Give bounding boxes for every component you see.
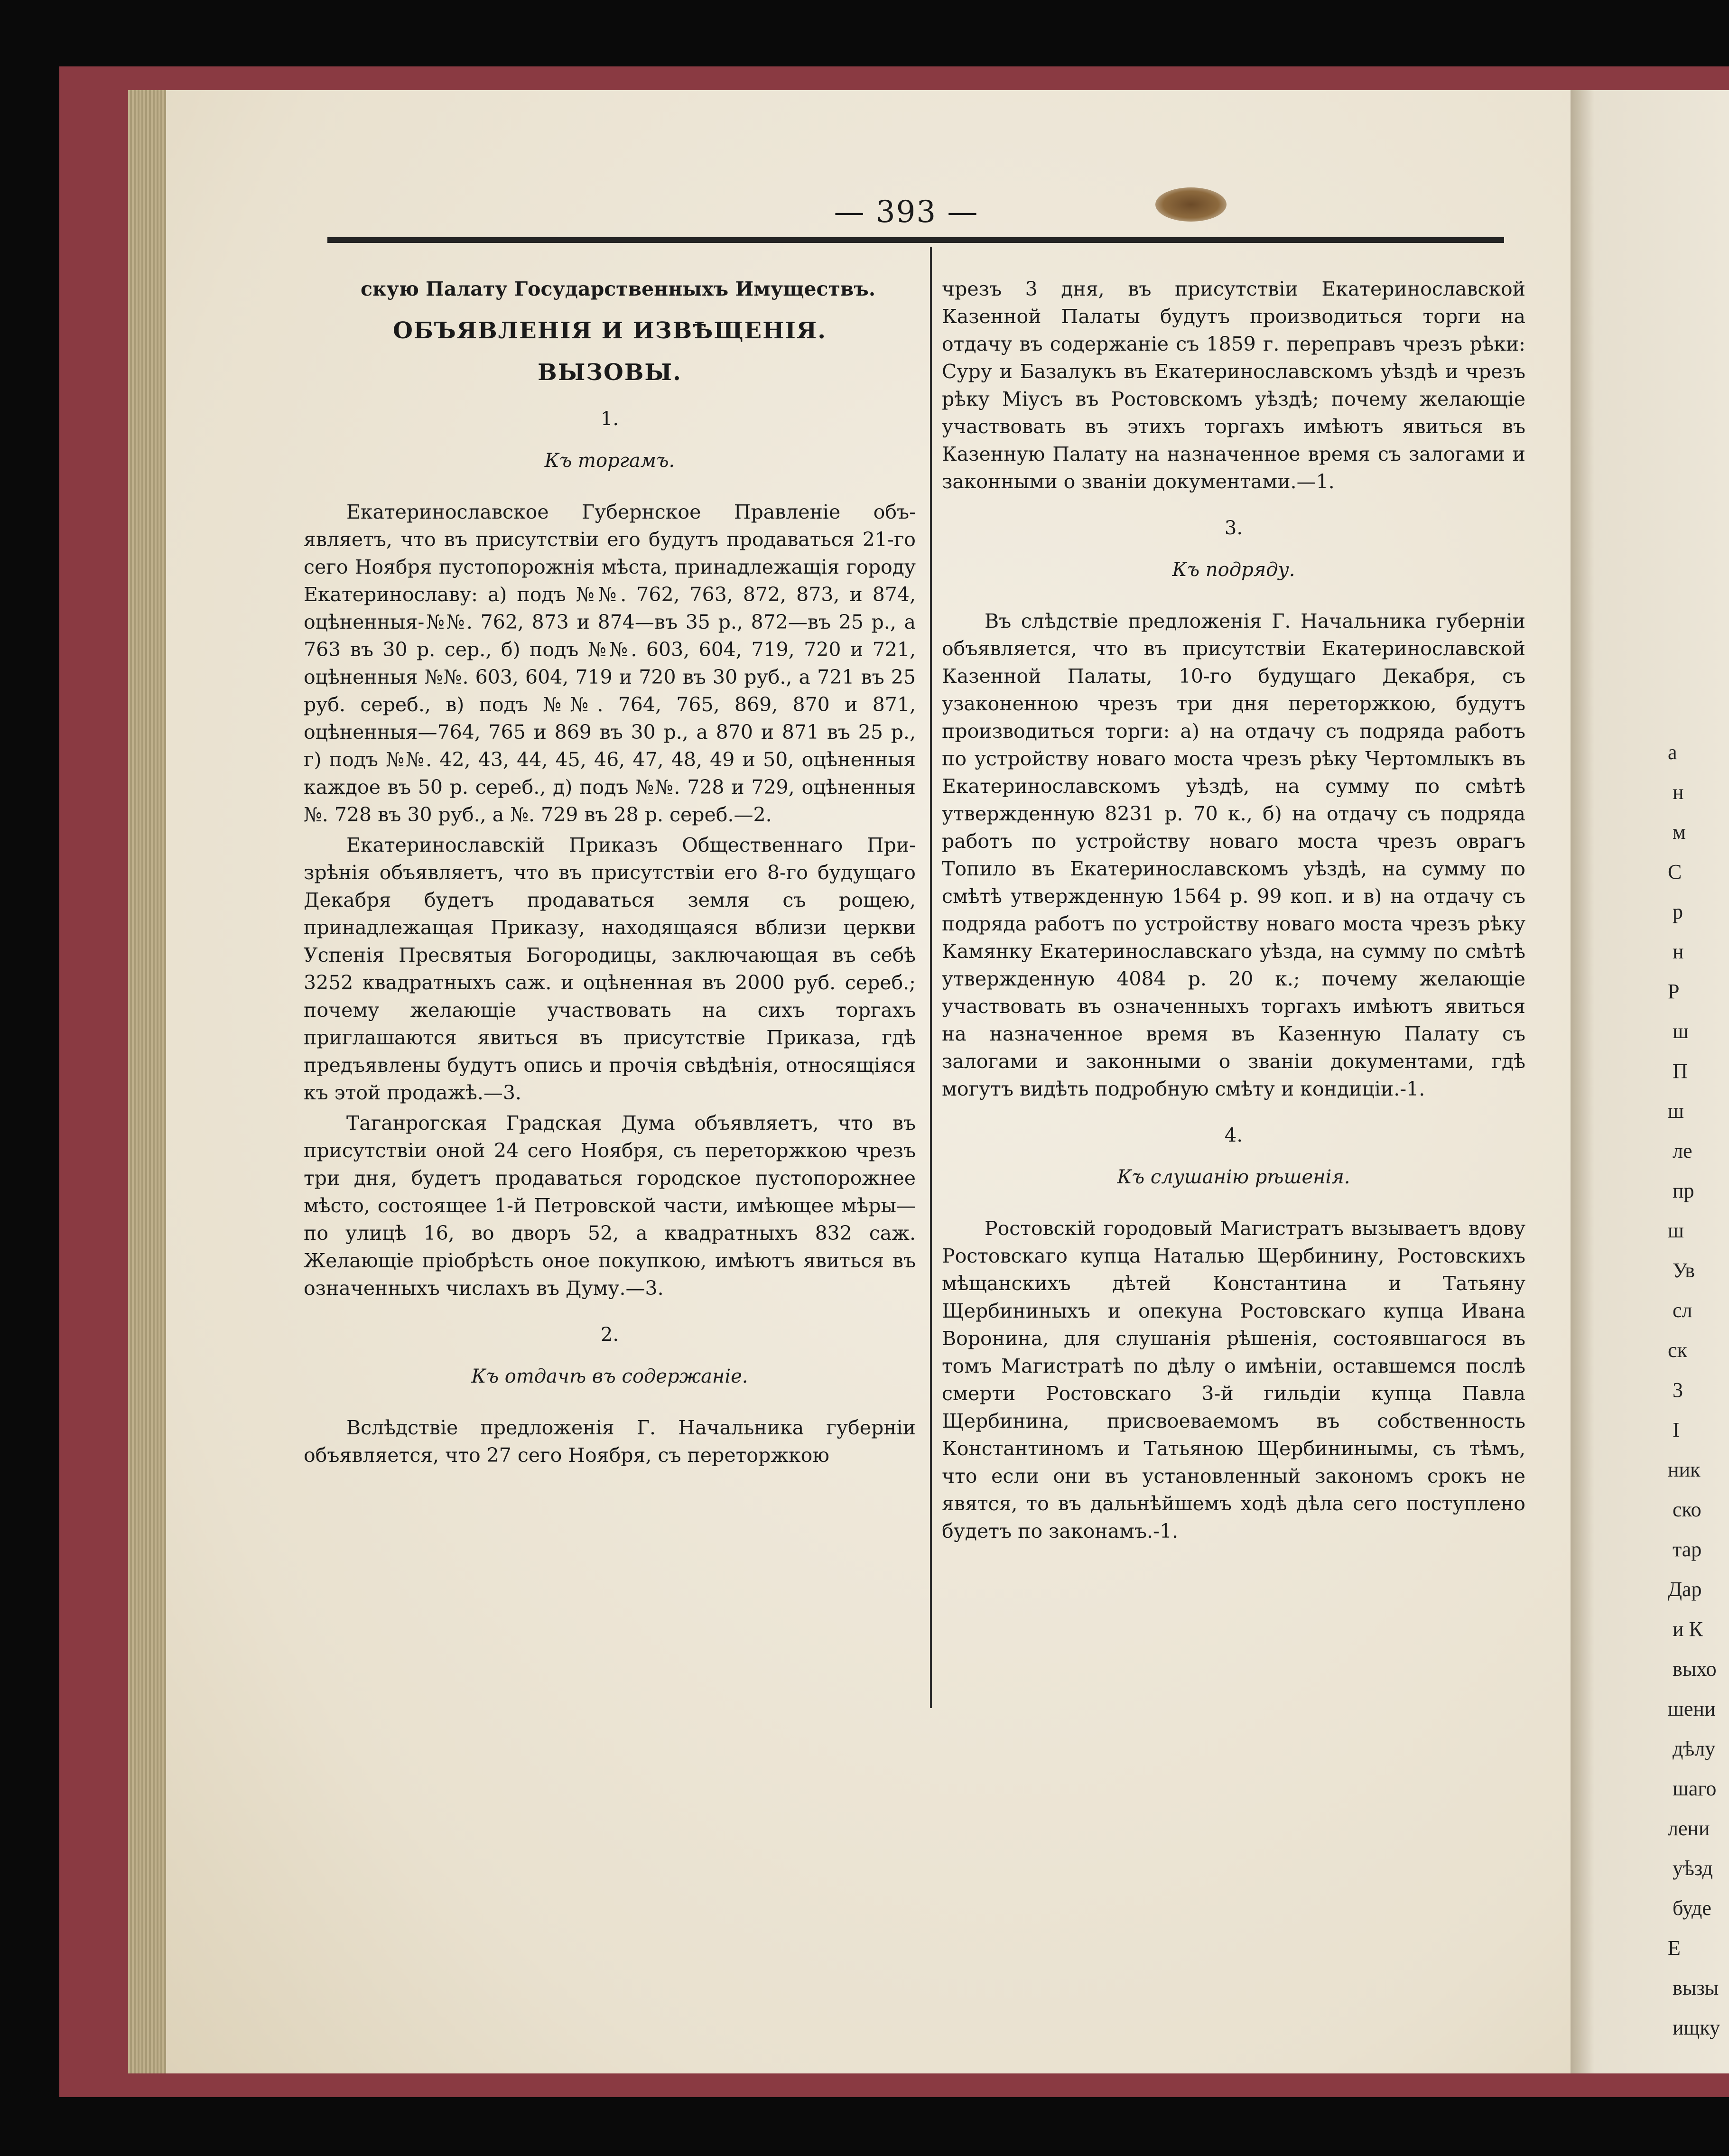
adjacent-page-fragment: Р [1668,980,1680,1003]
section-heading: ОБЪЯВЛЕНІЯ И ИЗВѢЩЕНІЯ. [393,317,827,344]
adjacent-page-fragment: р [1673,900,1683,923]
section-number: 1. [600,408,619,430]
adjacent-page-fragment: ищку [1673,2016,1720,2039]
notice-paragraph: Ростовскій городовый Магистратъ вызываетъ вдову Ростовскаго купца Наталью Щербинину, Ростовскихъ мѣщанскихъ дѣтей Константина и Татьяну Щербининыхъ и опекуна Ростовскаго купца Ивана Воронина, для слушанія рѣшенія, состоявшагося въ томъ Магистратѣ по дѣлу о имѣніи, оставшемся послѣ смерти Ростовскаго 3-й гильдіи купца Павла Щербинина, присвоеваемомъ въ собственность Константиномъ и Татьяною Щербининымы, съ тѣмъ, что если они въ установленный закономъ срокъ не явятся, то въ дальнѣйшемъ ходѣ дѣла сего поступлено будетъ по законамъ.-1. [942,1217,1525,1543]
adjacent-page-fragment: 3 [1673,1378,1683,1402]
adjacent-page-fragment: ско [1673,1498,1701,1521]
page-number: — 393 — [834,195,979,230]
adjacent-page-fragment: н [1673,781,1684,804]
notice-paragraph: Екатеринославскій Приказъ Общественнаго Призрѣнія объявляетъ, что въ присутствіи его 8-го будущаго Декабря будетъ продаваться земля съ рощею, принадлежащая Приказу, находящаяся вблизи церкви Успенія Пресвятыя Богородицы, заключающая въ себѣ 3252 квадратныхъ саж. и оцѣненная въ 2000 руб. сереб.; почему желающіе участвовать на сихъ торгахъ приглашаются явиться въ присутствіе Приказа, гдѣ предъявлены будутъ опись и прочія свѣдѣнія, относящіяся къ этой продажѣ.—3. [304,834,916,1104]
notice-paragraph: Вслѣдствіе предложенія Г. Начальника губерніи объявляется, что 27 сего Ноября, съ переторжкою [304,1416,916,1467]
adjacent-page-fragment: Ув [1673,1259,1695,1282]
notice-paragraph: Таганрогская Градская Дума объявляетъ, что въ присутствіи оной 24 сего Ноября, съ переторжкою чрезъ три дня, будетъ продаваться городское пустопорожнее мѣсто, состоящее 1-й Петровской части, имѣющее мѣры—по улицѣ 16, во дворъ 52, а квадратныхъ 832 саж. Желающіе пріобрѣсть оное покупкою, имѣютъ явиться въ означенныхъ числахъ въ Думу.—3. [304,1112,916,1300]
section-number: 4. [1224,1124,1243,1146]
section-title: Къ торгамъ. [544,450,675,472]
adjacent-page-fragment: вызы [1673,1976,1719,1999]
adjacent-page-fragment: ш [1668,1219,1684,1242]
adjacent-page-fragment: Е [1668,1936,1681,1960]
adjacent-page-fragment: и К [1673,1617,1703,1641]
adjacent-page-fragment: Дар [1668,1578,1702,1601]
adjacent-page-fragment: лени [1668,1817,1710,1840]
section-number: 3. [1224,517,1243,539]
adjacent-page-fragment: пр [1673,1179,1694,1202]
adjacent-page-edge [1571,90,1729,2073]
section-title: Къ отдачѣ въ содержаніе. [471,1366,748,1387]
adjacent-page-fragment: уѣзд [1673,1857,1713,1880]
adjacent-page-fragment: ш [1673,1020,1689,1043]
adjacent-page-fragment: сл [1673,1299,1692,1322]
section-subheading: ВЫЗОВЫ. [538,359,682,386]
adjacent-page-fragment: выхо [1673,1657,1717,1681]
adjacent-page-fragment: м [1673,820,1686,844]
adjacent-page-fragment: дѣлу [1673,1737,1716,1760]
notice-paragraph: чрезъ 3 дня, въ присутствіи Екатеринославской Казенной Палаты будутъ производиться торги на отдачу въ содержаніе съ 1859 г. переправъ чрезъ рѣки: Суру и Базалукъ въ Екатеринославскомъ уѣздѣ и чрезъ рѣку Міусъ въ Ростовскомъ уѣздѣ; почему желающіе участвовать въ этихъ торгахъ имѣютъ явиться въ Казенную Палату на назначенное время съ залогами и законными о званіи документами.—1. [942,278,1525,493]
adjacent-page-fragment: ск [1668,1338,1687,1362]
notice-paragraph: Екатеринославское Губернское Правленіе объявляетъ, что въ присутствіи его будутъ продаваться 21-го сего Ноября пустопорожнія мѣста, принадлежащія городу Екатеринославу: а) подъ №№. 762, 763, 872, 873, и 874, оцѣненныя-№№. 762, 873 и 874—въ 35 р., 872—въ 25 р., а 763 въ 30 р. сер., б) подъ №№. 603, 604, 719, 720 и 721, оцѣненныя №№. 603, 604, 719 и 720 въ 30 руб., а 721 въ 25 руб. сереб., в) подъ №№. 764, 765, 869, 870 и 871, оцѣненныя—764, 765 и 869 въ 30 р., а 870 и 871 въ 25 р., г) подъ №№. 42, 43, 44, 45, 46, 47, 48, 49 и 50, оцѣненныя каждое въ 50 р. сереб., д) подъ №№. 728 и 729, оцѣненныя №. 728 въ 30 руб., а №. 729 въ 28 р. сереб.—2. [304,501,916,826]
adjacent-page-fragment: С [1668,860,1682,883]
adjacent-page-fragment: П [1673,1059,1688,1083]
column-divider [930,247,932,1708]
adjacent-page-fragment: шени [1668,1697,1716,1720]
ink-stain [1155,187,1227,222]
adjacent-page-fragment: тар [1673,1538,1702,1561]
left-column [304,275,916,1472]
right-column [942,275,1525,1548]
adjacent-page-fragment: буде [1673,1896,1711,1920]
continued-text: скую Палату Государственныхъ Имуществъ. [361,278,876,300]
adjacent-page-fragment: н [1673,940,1684,963]
adjacent-page-fragment: ш [1668,1099,1684,1123]
adjacent-page-fragment: шаго [1673,1777,1717,1800]
notice-paragraph: Въ слѣдствіе предложенія Г. Начальника губерніи объявляется, что въ присутствіи Екатеринославской Казенной Палаты, 10-го будущаго Декабря, съ узаконенною чрезъ три дня переторжкою, будутъ производиться торги: а) на отдачу съ подряда работъ по устройству новаго моста чрезъ рѣку Чертомлыкъ въ Екатеринославскомъ уѣздѣ, на сумму по смѣтѣ утвержденную 8231 р. 70 к., б) на отдачу съ подряда работъ по устройству новаго моста чрезъ оврагъ Топило въ Екатеринославскомъ уѣздѣ, на сумму по смѣтѣ утвержденную 1564 р. 99 коп. и в) на отдачу съ подряда работъ по устройству новаго моста чрезъ рѣку Камянку Екатеринославскаго уѣзда, на сумму по смѣтѣ утвержденную 4084 р. 20 к.; почему желающіе участвовать въ означенныхъ торгахъ имѣютъ явиться на назначенное время въ Казенную Палату съ залогами и законными о званіи документами, гдѣ могутъ видѣть подробную смѣту и кондиціи.-1. [942,610,1525,1100]
adjacent-page-fragment: ле [1673,1139,1692,1162]
adjacent-page-fragment: а [1668,741,1677,764]
section-title: Къ подряду. [1172,559,1295,581]
adjacent-page-fragment: I [1673,1418,1680,1441]
section-number: 2. [600,1324,619,1346]
section-title: Къ слушанію рѣшенія. [1117,1166,1350,1188]
adjacent-page-fragment: ник [1668,1458,1701,1481]
header-rule [327,237,1504,243]
